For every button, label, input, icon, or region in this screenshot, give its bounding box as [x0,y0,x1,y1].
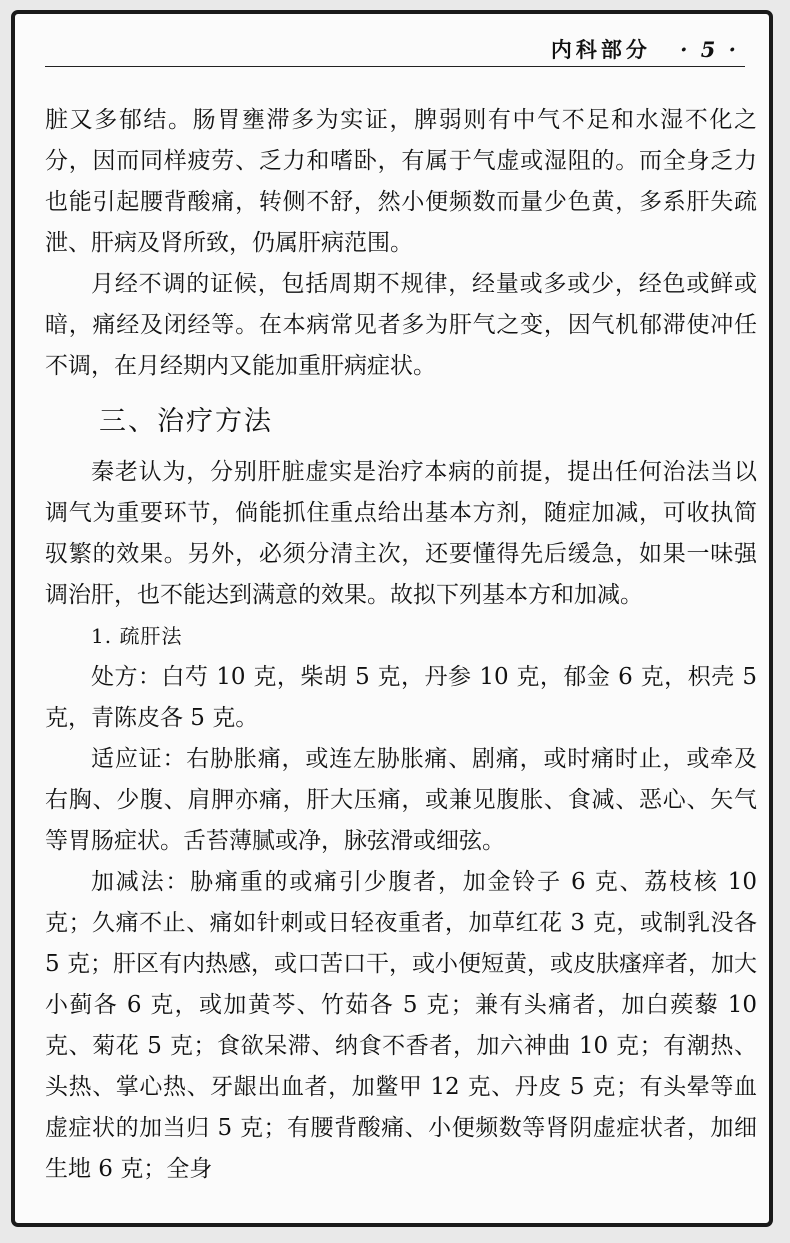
page-body [45,100,757,1190]
section-intro: 秦老认为，分别肝脏虚实是治疗本病的前提，提出任何治法当以调气为重要环节，倘能抓住重点给出基本方剂，随症加减，可收执简驭繁的效果。另外，必须分清主次，还要懂得先后缓急，如果一味强调治肝，也不能达到满意的效果。故拟下列基本方和加减。 [45,459,757,608]
paragraph-continued: 脏又多郁结。肠胃壅滞多为实证，脾弱则有中气不足和水湿不化之分，因而同样疲劳、乏力和嗜卧，有属于气虚或湿阻的。而全身乏力也能引起腰背酸痛，转侧不舒，然小便频数而量少色黄，多系肝失疏泄、肝病及肾所致，仍属肝病范围。 [45,107,757,256]
header-title: 内科部分 [550,37,651,62]
prescription-paragraph: 处方：白芍 10 克，柴胡 5 克，丹参 10 克，郁金 6 克，枳壳 5 克，青陈皮各 5 克。 [45,664,757,731]
running-header [551,34,739,64]
section-heading: 三、治疗方法 [99,406,273,437]
indications-paragraph: 适应证：右胁胀痛，或连左胁胀痛、剧痛，或时痛时止，或牵及右胸、少腹、肩胛亦痛，肝大压痛，或兼见腹胀、食减、恶心、矢气等胃肠症状。舌苔薄腻或净，脉弦滑或细弦。 [45,746,757,854]
method-heading: 1. 疏肝法 [91,624,183,648]
modifications-paragraph: 加减法：胁痛重的或痛引少腹者，加金铃子 6 克、荔枝核 10 克；久痛不止、痛如针刺或日轻夜重者，加草红花 3 克，或制乳没各 5 克；肝区有内热感，或口苦口干，或小便短黄，或皮肤瘙痒者，加大小蓟各 6 克，或加黄芩、竹茹各 5 克；兼有头痛者，加白蒺藜 10 克、菊花 5 克；食欲呆滞、纳食不香者，加六神曲 10 克；有潮热、头热、掌心热、牙龈出血者，加鳖甲 12 克、丹皮 5 克；有头晕等血虚症状的加当归 5 克；有腰背酸痛、小便频数等肾阴虚症状者，加细生地 6 克；全身 [45,869,757,1182]
paragraph-menstruation: 月经不调的证候，包括周期不规律，经量或多或少，经色或鲜或暗，痛经及闭经等。在本病常见者多为肝气之变，因气机郁滞使冲任不调，在月经期内又能加重肝病症状。 [45,271,757,379]
book-page [11,10,773,1227]
header-rule [45,66,745,67]
page-number: · 5 · [680,37,739,62]
